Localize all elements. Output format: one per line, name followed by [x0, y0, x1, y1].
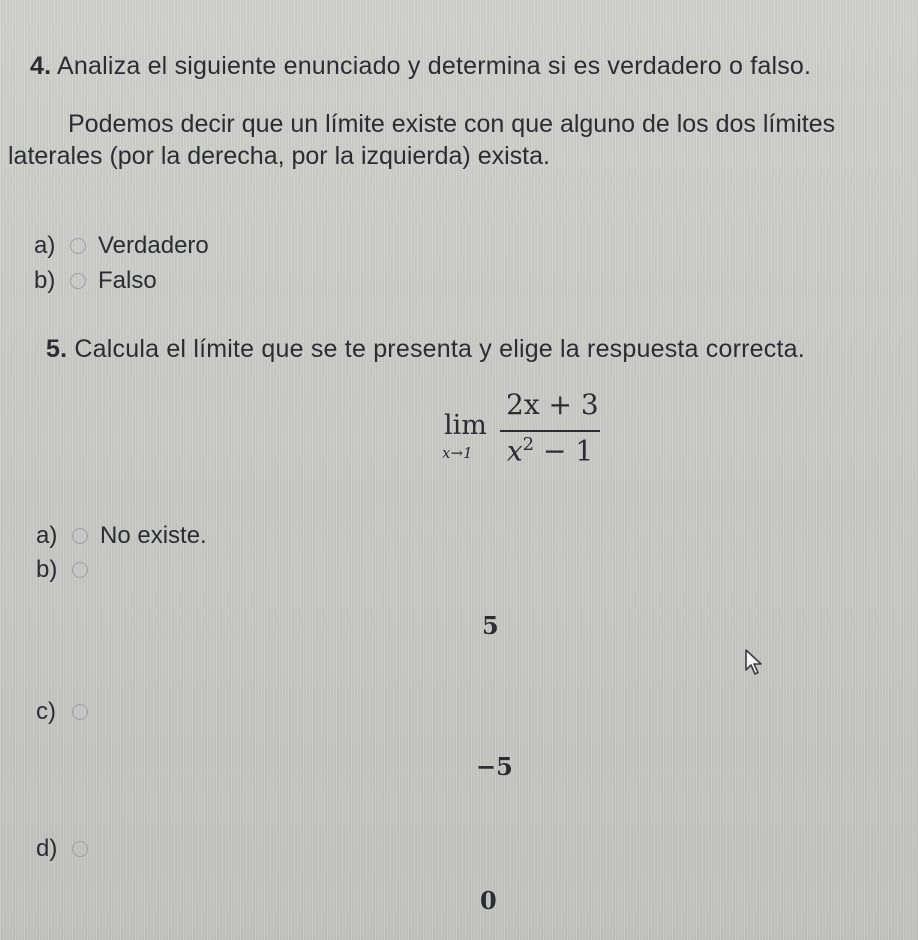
- q5-option-c-radio[interactable]: [72, 704, 88, 720]
- question-4-text: Analiza el siguiente enunciado y determina si es verdadero o falso.: [57, 52, 812, 80]
- q5-option-c[interactable]: [36, 698, 100, 726]
- denominator-rest: − 1: [534, 434, 594, 468]
- question-4-statement: Podemos decir que un límite existe con que alguno de los dos límites laterales (por la derecha, por la izquierda) exista.: [8, 110, 836, 170]
- question-5-title: [46, 335, 805, 364]
- q5-option-d[interactable]: [36, 835, 100, 863]
- q5-option-b-value: 5: [482, 611, 499, 640]
- q5-option-d-radio[interactable]: [72, 841, 88, 857]
- limit-word: lim: [444, 410, 487, 441]
- option-letter: b): [34, 267, 56, 294]
- option-label: No existe.: [100, 522, 207, 549]
- option-letter: a): [34, 232, 56, 259]
- question-5-number: 5.: [46, 335, 68, 363]
- denominator-exponent: 2: [522, 434, 535, 455]
- q5-option-b[interactable]: [36, 556, 100, 584]
- option-letter: c): [36, 698, 56, 725]
- fraction-numerator: 2x + 3: [506, 388, 599, 421]
- limit-subscript: x→1: [442, 444, 473, 462]
- denominator-base: x: [506, 434, 523, 468]
- mouse-cursor-icon: [744, 648, 768, 678]
- question-4-number: 4.: [30, 52, 52, 80]
- q5-option-a-radio[interactable]: [72, 528, 88, 544]
- fraction-denominator: [500, 434, 600, 467]
- option-letter: b): [36, 556, 58, 583]
- question-4-title: [30, 52, 811, 81]
- fraction-bar: [500, 430, 600, 432]
- q4-option-b-radio[interactable]: [70, 273, 86, 289]
- option-letter: d): [36, 835, 58, 862]
- q5-option-a[interactable]: [36, 522, 207, 550]
- option-letter: a): [36, 522, 58, 549]
- q5-option-b-radio[interactable]: [72, 562, 88, 578]
- q4-option-a[interactable]: [34, 232, 209, 260]
- q5-option-c-value: −5: [476, 752, 513, 781]
- q5-option-d-value: 0: [480, 886, 497, 915]
- limit-expression: [436, 388, 606, 470]
- option-label: Falso: [98, 267, 157, 294]
- q4-option-b[interactable]: [34, 267, 157, 295]
- q4-option-a-radio[interactable]: [70, 238, 86, 254]
- option-label: Verdadero: [98, 232, 209, 259]
- question-5-text: Calcula el límite que se te presenta y elige la respuesta correcta.: [74, 335, 805, 363]
